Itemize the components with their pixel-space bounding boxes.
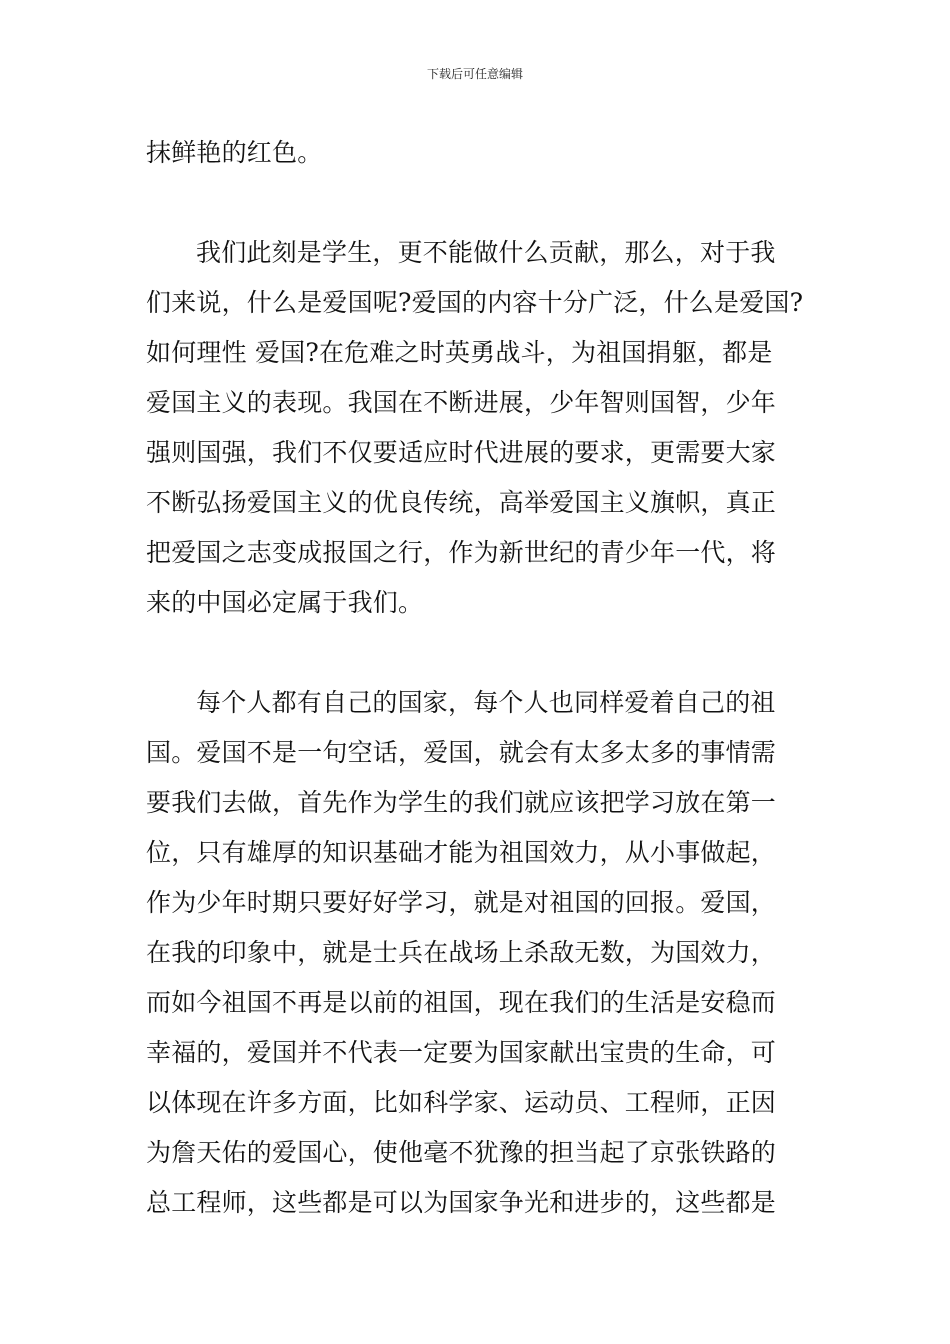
paragraph-3-line-4: 位，只有雄厚的知识基础才能为祖国效力，从小事做起， [146, 838, 777, 867]
paragraph-2-line-2: 们来说，什么是爱国呢?爱国的内容十分广泛，什么是爱国? [146, 288, 804, 317]
paragraph-2-line-3: 如何理性 爱国?在危难之时英勇战斗，为祖国捐躯，都是 [146, 338, 773, 367]
paragraph-3-line-7: 而如今祖国不再是以前的祖国，现在我们的生活是安稳而 [146, 988, 777, 1017]
paragraph-3-line-10: 为詹天佑的爱国心，使他毫不犹豫的担当起了京张铁路的 [146, 1138, 777, 1167]
paragraph-2-line-5: 强则国强，我们不仅要适应时代进展的要求，更需要大家 [146, 438, 777, 467]
paragraph-gap [146, 628, 810, 678]
paragraph-2-line-8: 来的中国必定属于我们。 [146, 588, 424, 617]
paragraph-3-line-6: 在我的印象中，就是士兵在战场上杀敌无数，为国效力， [146, 938, 777, 967]
paragraph-3-line-3: 要我们去做，首先作为学生的我们就应该把学习放在第一 [146, 788, 777, 817]
paragraph-3-line-8: 幸福的，爱国并不代表一定要为国家献出宝贵的生命，可 [146, 1038, 777, 1067]
paragraph-1-line-1: 抹鲜艳的红色。 [146, 138, 323, 167]
paragraph-2-line-7: 把爱国之志变成报国之行，作为新世纪的青少年一代，将 [146, 538, 777, 567]
paragraph-2-line-1: 我们此刻是学生，更不能做什么贡献，那么，对于我 [196, 238, 776, 267]
document-body [146, 128, 810, 1228]
paragraph-2-line-4: 爱国主义的表现。我国在不断进展，少年智则国智，少年 [146, 388, 777, 417]
page-header: 下载后可任意编辑 [426, 67, 523, 81]
paragraph-3-line-11: 总工程师，这些都是可以为国家争光和进步的，这些都是 [146, 1188, 777, 1217]
paragraph-3-line-9: 以体现在许多方面，比如科学家、运动员、工程师，正因 [146, 1088, 777, 1117]
paragraph-2-line-6: 不断弘扬爱国主义的优良传统，高举爱国主义旗帜，真正 [146, 488, 777, 517]
paragraph-3-line-2: 国。爱国不是一句空话，爱国，就会有太多太多的事情需 [146, 738, 777, 767]
paragraph-3-line-1: 每个人都有自己的国家，每个人也同样爱着自己的祖 [196, 688, 776, 717]
paragraph-3-line-5: 作为少年时期只要好好学习，就是对祖国的回报。爱国， [146, 888, 777, 917]
paragraph-gap [146, 178, 810, 228]
